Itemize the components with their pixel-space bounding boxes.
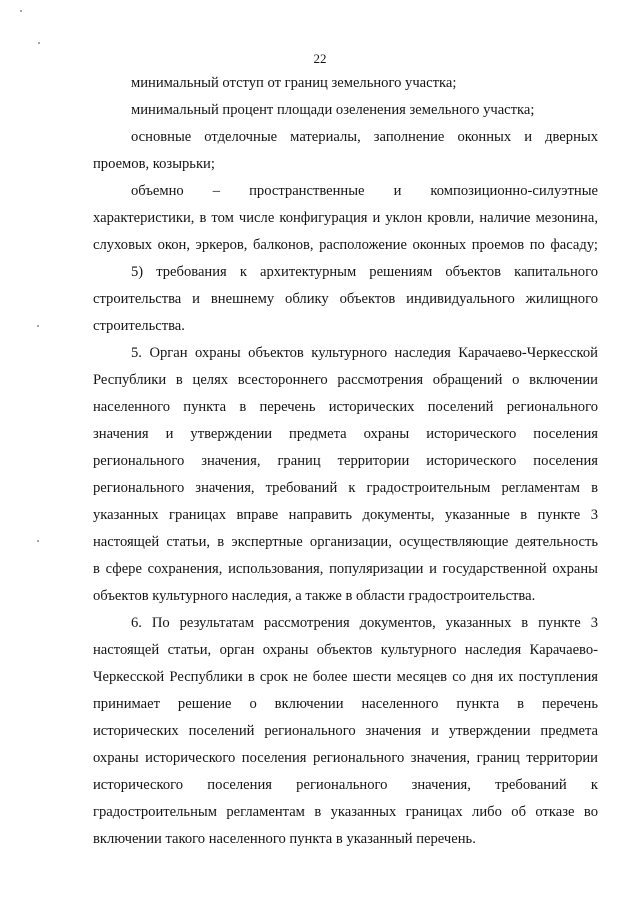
text-line: настоящей статьи, в экспертные организации, осуществляющие деятельность xyxy=(93,534,598,550)
text-line: 5. Орган охраны объектов культурного наследия Карачаево-Черкесской xyxy=(131,345,598,361)
text-line: градостроительным регламентам в указанных границах либо об отказе во xyxy=(93,804,598,820)
text-line: исторического поселения регионального значения, требований к xyxy=(93,777,598,793)
text-line: проемов, козырьки; xyxy=(93,156,215,172)
text-line: минимальный процент площади озеленения земельного участка; xyxy=(131,102,535,118)
text-line: регионального значения, требований к градостроительным регламентам в xyxy=(93,480,598,496)
text-line: настоящей статьи, орган охраны объектов культурного наследия Карачаево- xyxy=(93,642,598,658)
text-line: минимальный отступ от границ земельного участка; xyxy=(131,75,457,91)
text-line: исторических поселений регионального значения и утверждении предмета xyxy=(93,723,598,739)
text-line: включении такого населенного пункта в указанный перечень. xyxy=(93,831,476,847)
text-line: строительства и внешнему облику объектов индивидуального жилищного xyxy=(93,291,598,307)
text-line: объектов культурного наследия, а также в области градостроительства. xyxy=(93,588,536,604)
text-line: 6. По результатам рассмотрения документов, указанных в пункте 3 xyxy=(131,615,598,631)
text-line: строительства. xyxy=(93,318,185,334)
text-line: характеристики, в том числе конфигурация и уклон кровли, наличие мезонина, xyxy=(93,210,598,226)
scan-speck xyxy=(37,540,39,542)
text-line: основные отделочные материалы, заполнение оконных и дверных xyxy=(131,129,598,145)
text-line: принимает решение о включении населенного пункта в перечень xyxy=(93,696,598,712)
text-line: Республики в целях всестороннего рассмотрения обращений о включении xyxy=(93,372,598,388)
text-line: охраны исторического поселения регионального значения, границ территории xyxy=(93,750,598,766)
text-line: объемно – пространственные и композиционно-силуэтные xyxy=(131,183,598,199)
scan-speck xyxy=(20,10,22,12)
page-number: 22 xyxy=(313,51,327,66)
text-line: регионального значения, границ территории исторического поселения xyxy=(93,453,598,469)
scan-speck xyxy=(38,42,40,44)
scan-speck xyxy=(37,325,39,327)
text-line: в сфере сохранения, использования, популяризации и государственной охраны xyxy=(93,561,598,577)
text-line: значения и утверждении предмета охраны исторического поселения xyxy=(93,426,598,442)
text-line: 5) требования к архитектурным решениям объектов капитального xyxy=(131,264,598,280)
text-line: Черкесской Республики в срок не более шести месяцев со дня их поступления xyxy=(93,669,598,685)
text-line: слуховых окон, эркеров, балконов, расположение оконных проемов по фасаду; xyxy=(93,237,598,253)
text-line: населенного пункта в перечень исторических поселений регионального xyxy=(93,399,598,415)
text-line: указанных границах вправе направить документы, указанные в пункте 3 xyxy=(93,507,598,523)
